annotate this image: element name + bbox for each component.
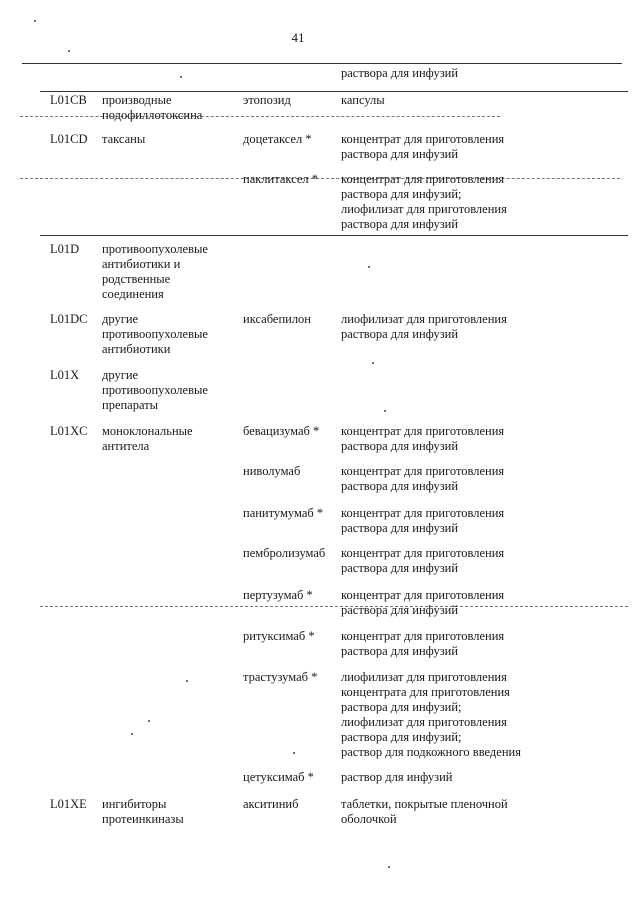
atc-group-cell [102,242,237,302]
group-line: антитела [102,439,150,453]
group-line: другие [102,312,139,326]
drug-name-cell: доцетаксел * [243,132,312,146]
scan-speck [68,50,70,52]
group-line: подофиллотоксина [102,108,203,122]
scan-speck [180,76,182,78]
form-line: раствора для инфузий [341,327,459,341]
atc-code-cell: L01X [50,368,80,382]
form-line: раствора для инфузий [341,147,459,161]
form-line: концентрат для приготовления [341,172,505,186]
form-line: лиофилизат для приготовления [341,670,507,684]
group-line: противоопухолевые [102,383,208,397]
group-line: родственные [102,272,171,286]
atc-code-cell: L01CB [50,93,87,107]
atc-group-cell [102,132,237,147]
scan-speck [372,362,374,364]
drug-name-cell: этопозид [243,93,291,107]
form-line: раствора для инфузий [341,217,459,231]
page-number: 41 [291,30,305,45]
group-line: протеинкиназы [102,812,184,826]
form-line: раствора для инфузий [341,479,459,493]
dosage-form-cell [341,93,556,108]
dosage-form-cell [341,670,556,760]
dosage-form-cell [341,464,556,494]
drug-name-cell: ритуксимаб * [243,629,315,643]
drug-name-cell: трастузумаб * [243,670,318,684]
form-line: таблетки, покрытые пленочной [341,797,508,811]
form-line: концентрат для приготовления [341,506,505,520]
dosage-form-cell [341,424,556,454]
form-line: капсулы [341,93,385,107]
scan-speck [186,680,188,682]
scan-speck [34,20,36,22]
group-line: антибиотики и [102,257,181,271]
dosage-form-cell [341,588,556,618]
form-line: концентрат для приготовления [341,546,505,560]
scan-speck [293,752,295,754]
group-line: противоопухолевые [102,242,208,256]
dosage-form-cell [341,312,556,342]
atc-group-cell [102,424,237,454]
dosage-form-cell [341,506,556,536]
rule-cb [20,116,500,117]
rule-top [40,91,628,92]
form-line: раствора для инфузий [341,644,459,658]
scan-speck [131,733,133,735]
group-line: соединения [102,287,164,301]
form-line: концентрат для приготовления [341,588,505,602]
scan-speck [384,410,386,412]
atc-code-cell: L01XC [50,424,88,438]
drug-name-cell: бевацизумаб * [243,424,320,438]
atc-code-cell: L01DC [50,312,88,326]
form-line: раствора для инфузий; [341,730,462,744]
form-line: раствора для инфузий; [341,700,462,714]
drug-name-cell: акситиниб [243,797,299,811]
rule-l01d [40,235,628,236]
atc-code-cell: L01D [50,242,80,256]
form-line: раствора для инфузий [341,603,459,617]
form-line: раствора для инфузий [341,521,459,535]
group-line: антибиотики [102,342,171,356]
group-line: противоопухолевые [102,327,208,341]
drug-name-cell: иксабепилон [243,312,311,326]
form-line: раствора для инфузий [341,439,459,453]
form-line: концентрат для приготовления [341,132,505,146]
form-line: концентрата для приготовления [341,685,510,699]
atc-group-cell [102,368,237,413]
dosage-form-cell [341,797,556,827]
dosage-form-cell [341,66,556,81]
form-line: раствора для инфузий [341,66,459,80]
form-line: лиофилизат для приготовления [341,312,507,326]
form-line: концентрат для приготовления [341,629,505,643]
drug-name-cell: панитумумаб * [243,506,324,520]
group-line: препараты [102,398,159,412]
drug-name-cell: пертузумаб * [243,588,313,602]
scan-speck [388,866,390,868]
group-line: другие [102,368,139,382]
scan-speck [148,720,150,722]
form-line: раствор для инфузий [341,770,453,784]
drug-name-cell: пембролизумаб [243,546,326,560]
form-line: концентрат для приготовления [341,424,505,438]
drug-name-cell: паклитаксел * [243,172,319,186]
scan-speck [368,266,370,268]
atc-group-cell [102,797,237,827]
drug-name-cell: ниволумаб [243,464,301,478]
form-line: оболочкой [341,812,397,826]
dosage-form-cell [341,629,556,659]
group-line: производные [102,93,172,107]
group-line: моноклональные [102,424,193,438]
form-line: концентрат для приготовления [341,464,505,478]
header-rule [22,63,622,64]
atc-group-cell [102,312,237,357]
form-line: лиофилизат для приготовления [341,715,507,729]
atc-group-cell [102,93,237,123]
atc-code-cell: L01XE [50,797,87,811]
form-line: раствора для инфузий; [341,187,462,201]
dosage-form-cell [341,132,556,162]
drug-name-cell: цетуксимаб * [243,770,314,784]
dosage-form-cell [341,546,556,576]
atc-code-cell: L01CD [50,132,88,146]
group-line: таксаны [102,132,146,146]
group-line: ингибиторы [102,797,167,811]
form-line: раствор для подкожного введения [341,745,521,759]
dosage-form-cell [341,172,556,232]
dosage-form-cell [341,770,556,785]
form-line: лиофилизат для приготовления [341,202,507,216]
form-line: раствора для инфузий [341,561,459,575]
